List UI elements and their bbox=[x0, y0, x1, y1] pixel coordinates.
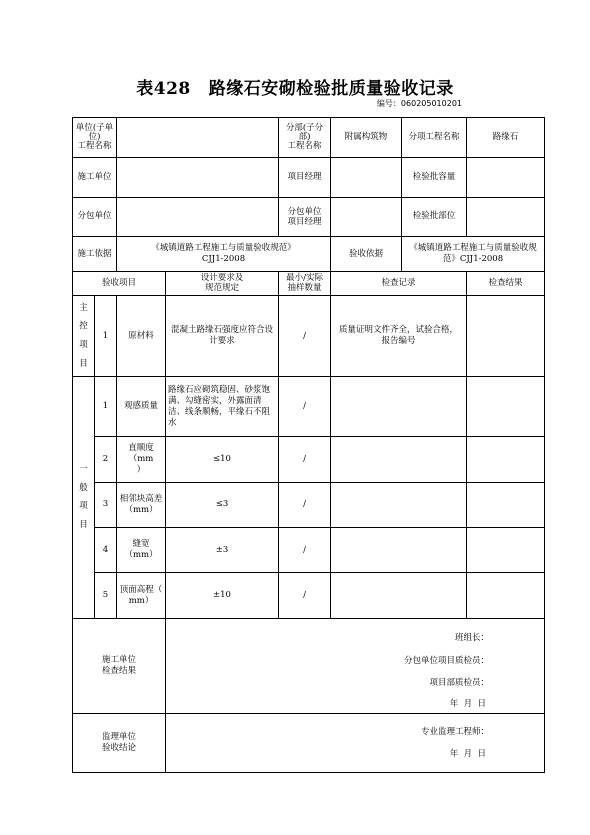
row-record[interactable] bbox=[331, 437, 467, 482]
table-row bbox=[73, 482, 545, 527]
project-manager-label: 项目经理 bbox=[279, 158, 331, 197]
batch-location-value[interactable] bbox=[467, 197, 545, 236]
document-title: 路缘石安砌检验批质量验收记录 bbox=[208, 79, 454, 99]
row-number: 1 bbox=[95, 296, 117, 377]
row-design: 混凝土路缘石强度应符合设计要求 bbox=[166, 296, 279, 377]
unit-project-value[interactable] bbox=[117, 118, 279, 158]
construction-unit-value[interactable] bbox=[117, 158, 279, 197]
row-number: 5 bbox=[95, 573, 117, 618]
team-leader-label: 班组长： bbox=[455, 632, 490, 643]
table-row bbox=[73, 376, 545, 436]
sub-project-label: 分部(子分部) 工程名称 bbox=[279, 118, 331, 158]
project-manager-value[interactable] bbox=[331, 158, 402, 197]
row-sample[interactable]: / bbox=[279, 482, 331, 527]
column-header-record: 检查记录 bbox=[331, 272, 467, 296]
row-design: ±3 bbox=[166, 528, 279, 573]
subcontract-unit-label: 分包单位 bbox=[73, 197, 117, 236]
column-header-sample: 最小/实际 抽样数量 bbox=[279, 272, 331, 296]
row-design: ≤10 bbox=[166, 437, 279, 482]
row-record[interactable] bbox=[331, 482, 467, 527]
batch-capacity-value[interactable] bbox=[467, 158, 545, 197]
supervising-engineer-label: 专业监理工程师： bbox=[421, 727, 490, 738]
row-item: 观感质量 bbox=[117, 376, 166, 436]
table-row bbox=[73, 573, 545, 618]
subcontract-manager-value[interactable] bbox=[331, 197, 402, 236]
column-header-result: 检查结果 bbox=[467, 272, 545, 296]
row-result[interactable] bbox=[467, 437, 545, 482]
general-label: 一 般 项 目 bbox=[73, 376, 95, 618]
construction-check-signatures[interactable] bbox=[166, 618, 545, 714]
row-item: 直顺度（mm ） bbox=[117, 437, 166, 482]
document-code: 编号：060205010201 bbox=[376, 99, 462, 108]
supervision-label: 监理单位 验收结论 bbox=[73, 714, 166, 773]
row-result[interactable] bbox=[467, 482, 545, 527]
row-design: ±10 bbox=[166, 573, 279, 618]
row-item: 相邻块高差 （mm） bbox=[117, 482, 166, 527]
row-item: 原材料 bbox=[117, 296, 166, 377]
sub-project-value[interactable]: 附属构筑物 bbox=[331, 118, 402, 158]
construction-basis-label: 施工依据 bbox=[73, 236, 117, 271]
table-row bbox=[73, 296, 545, 377]
main-control-label: 主 控 项 目 bbox=[73, 296, 95, 377]
unit-project-label: 单位(子单位) 工程名称 bbox=[73, 118, 117, 158]
row-record[interactable] bbox=[331, 573, 467, 618]
subcontract-manager-label: 分包单位 项目经理 bbox=[279, 197, 331, 236]
item-project-label: 分项工程名称 bbox=[402, 118, 467, 158]
row-number: 4 bbox=[95, 528, 117, 573]
batch-capacity-label: 检验批容量 bbox=[402, 158, 467, 197]
row-item: 顶面高程（ mm） bbox=[117, 573, 166, 618]
construction-basis-value: 《城镇道路工程施工与质量验收规范》 CJJ1-2008 bbox=[117, 236, 331, 271]
column-header-item: 验收项目 bbox=[73, 272, 166, 296]
subcontract-unit-value[interactable] bbox=[117, 197, 279, 236]
row-sample[interactable]: / bbox=[279, 437, 331, 482]
row-number: 3 bbox=[95, 482, 117, 527]
row-number: 2 bbox=[95, 437, 117, 482]
row-sample[interactable]: / bbox=[279, 376, 331, 436]
supervision-signatures[interactable] bbox=[166, 714, 545, 773]
table-number: 表428 bbox=[136, 79, 191, 99]
table-row bbox=[73, 528, 545, 573]
row-result[interactable] bbox=[467, 528, 545, 573]
row-sample[interactable]: / bbox=[279, 573, 331, 618]
sub-inspector-label: 分包单位项目质检员： bbox=[404, 655, 490, 666]
row-record[interactable] bbox=[331, 376, 467, 436]
inspector-label: 项目部质检员： bbox=[429, 677, 490, 688]
row-design: ≤3 bbox=[166, 482, 279, 527]
construction-unit-label: 施工单位 bbox=[73, 158, 117, 197]
page-title bbox=[0, 74, 590, 99]
table-row bbox=[73, 437, 545, 482]
row-sample[interactable]: / bbox=[279, 296, 331, 377]
acceptance-basis-value: 《城镇道路工程施工与质量验收规范》CJJ1-2008 bbox=[402, 236, 545, 271]
row-number: 1 bbox=[95, 376, 117, 436]
acceptance-basis-label: 验收依据 bbox=[331, 236, 402, 271]
batch-location-label: 检验批部位 bbox=[402, 197, 467, 236]
inspection-record-table bbox=[72, 117, 545, 773]
construction-check-date: 年 月 日 bbox=[449, 698, 487, 709]
supervision-date: 年 月 日 bbox=[449, 749, 487, 760]
row-record[interactable]: 质量证明文件齐全，试验合格， 报告编号 bbox=[331, 296, 467, 377]
row-record[interactable] bbox=[331, 528, 467, 573]
item-project-value[interactable]: 路缘石 bbox=[467, 118, 545, 158]
row-design: 路缘石应砌筑稳固、砂浆饱满、勾缝密实，外露面清洁、线条顺畅，平缘石不阻水 bbox=[166, 376, 279, 436]
row-sample[interactable]: / bbox=[279, 528, 331, 573]
column-header-design: 设计要求及 规范规定 bbox=[166, 272, 279, 296]
construction-check-label: 施工单位 检查结果 bbox=[73, 618, 166, 714]
row-result[interactable] bbox=[467, 573, 545, 618]
row-result[interactable] bbox=[467, 296, 545, 377]
row-result[interactable] bbox=[467, 376, 545, 436]
row-item: 缝宽（mm） bbox=[117, 528, 166, 573]
